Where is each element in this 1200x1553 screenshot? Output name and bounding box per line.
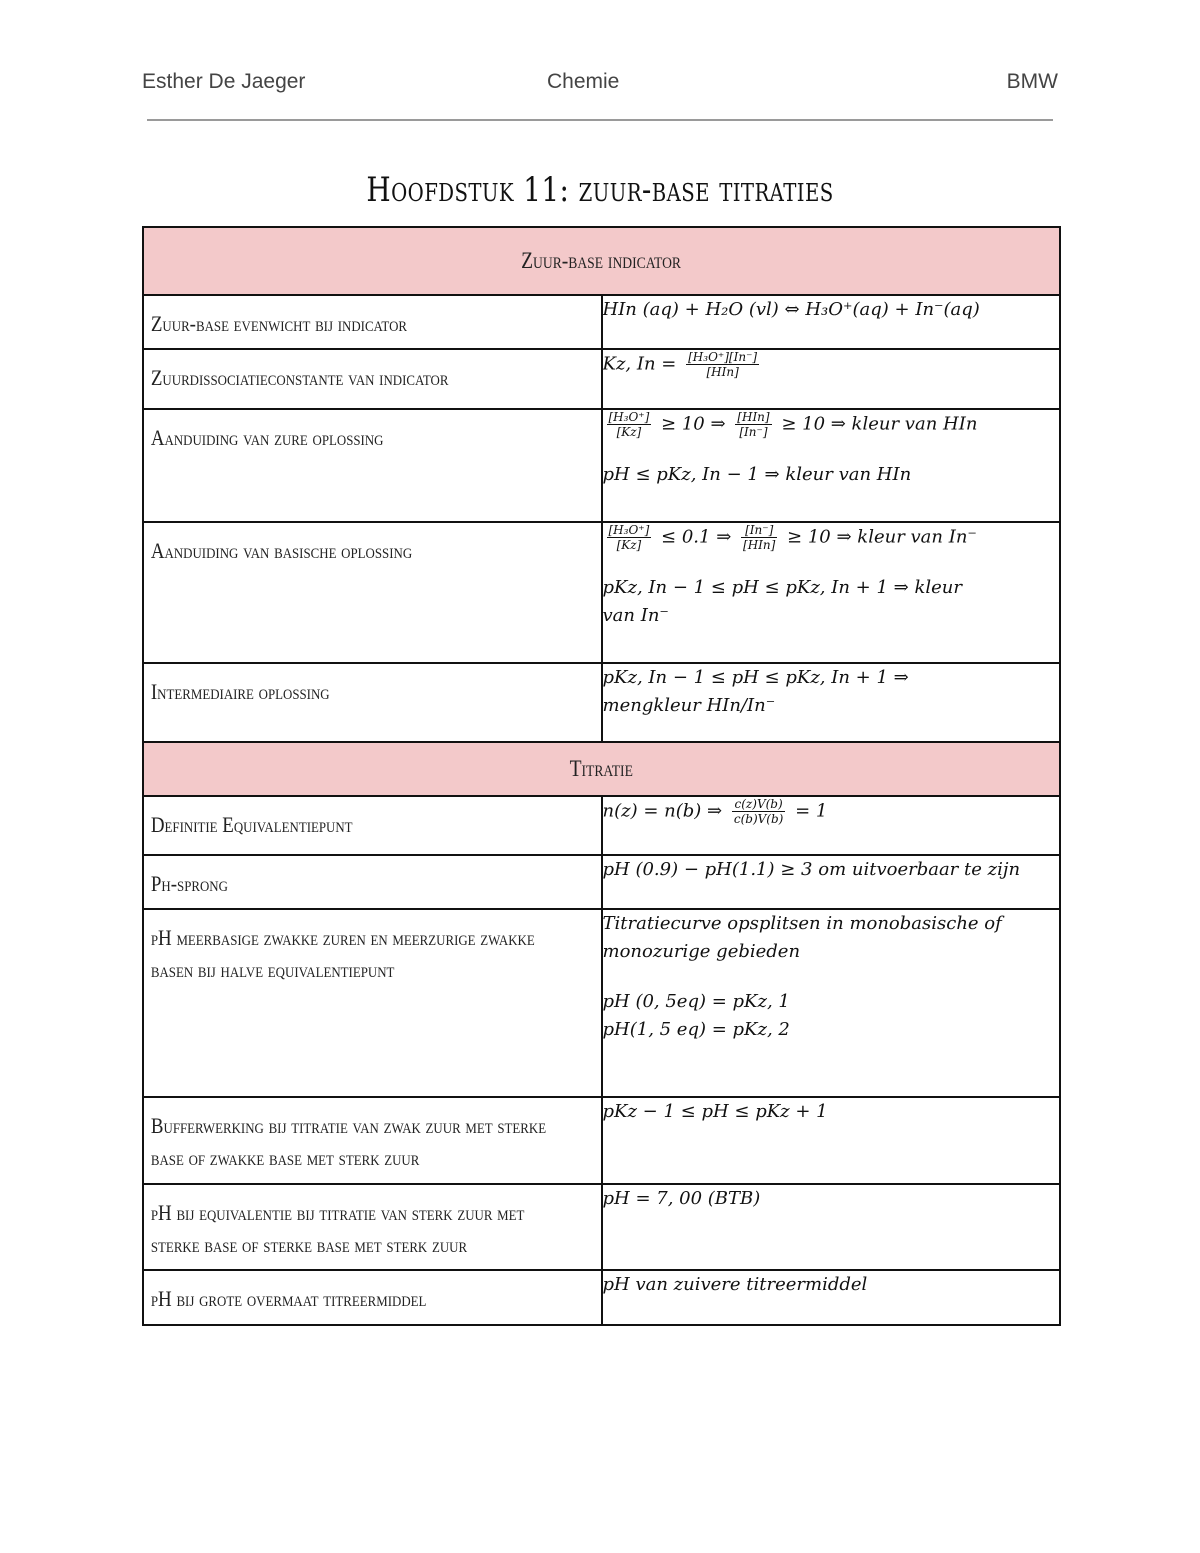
row-label: pH bij grote overmaat titreermiddel (143, 1270, 602, 1325)
row-label: Aanduiding van zure oplossing (143, 409, 602, 522)
equation: $\frac{\text{[H₃O⁺]}}{[Kz]}$ ≤ 0.1 ⇒ $\frac{[In^-]}{\text{[HIn]}}$ ≥ 10 ⇒ kleur van In⁻ (608, 523, 977, 552)
fraction: $\frac{\text{[H₃O⁺]}}{[Kz]}$ (608, 523, 650, 552)
row-label: Intermediaire oplossing (143, 663, 602, 742)
fraction: $\frac{\text{[H₃O⁺][In⁻]}}{\text{[HIn]}}$ (688, 350, 758, 379)
row-value (602, 1097, 1061, 1184)
table-row (143, 295, 1060, 349)
header-author: Esther De Jaeger (142, 70, 306, 93)
section-indicator: Zuur-base indicator (143, 227, 1060, 295)
equation: pH (0, 5eq) = pKz, 1 (602, 991, 790, 1012)
row-label: Definitie Equivalentiepunt (143, 796, 602, 855)
row-value (602, 909, 1061, 1097)
equation: pH(1, 5 eq) = pKz, 2 (602, 1019, 790, 1040)
equation: pH ≤ pKz, In − 1 ⇒ kleur van HIn (602, 464, 912, 485)
section-titratie: Titratie (143, 742, 1060, 796)
row-value (602, 855, 1061, 909)
row-value (602, 409, 1061, 522)
equation: n(z) = n(b) ⇒ $\frac{c(z)V(b)}{c(b)V(b)}$ = 1 (602, 797, 828, 826)
table-row (143, 1184, 1060, 1270)
row-value (602, 663, 1061, 742)
equation: mengkleur HIn/In⁻ (602, 695, 776, 716)
row-value (602, 1184, 1061, 1270)
row-value (602, 295, 1061, 349)
summary-table (142, 226, 1061, 1326)
page-header (142, 70, 1060, 100)
table-row (143, 409, 1060, 522)
equation: Kz, In = $\frac{\text{[H₃O⁺][In⁻]}}{\text{[HIn]}}$ (602, 350, 758, 379)
row-label: Zuurdissociatieconstante van indicator (143, 349, 602, 409)
equation: $\frac{\text{[H₃O⁺]}}{[Kz]}$ ≥ 10 ⇒ $\frac{\text{[HIn]}}{[In^-]}$ ≥ 10 ⇒ kleur van HIn (608, 410, 978, 439)
equation: pKz − 1 ≤ pH ≤ pKz + 1 (602, 1101, 828, 1122)
table-row (143, 1270, 1060, 1325)
row-label: pH meerbasige zwakke zuren en meerzurige zwakke basen bij halve equivalentiepunt (143, 909, 602, 1097)
row-value (602, 349, 1061, 409)
equation: pKz, In − 1 ≤ pH ≤ pKz, In + 1 ⇒ kleur (602, 577, 962, 598)
equation: van In⁻ (602, 605, 669, 626)
fraction: $\frac{c(z)V(b)}{c(b)V(b)}$ (733, 797, 784, 826)
row-value (602, 522, 1061, 663)
text: Titratiecurve opsplitsen in monobasische of (602, 913, 1002, 934)
row-value (602, 1270, 1061, 1325)
text: monozurige gebieden (602, 941, 801, 962)
equation: pKz, In − 1 ≤ pH ≤ pKz, In + 1 ⇒ (602, 667, 909, 688)
table-row (143, 855, 1060, 909)
equation: pH = 7, 00 (BTB) (602, 1188, 761, 1209)
table-row (143, 349, 1060, 409)
fraction: $\frac{\text{[H₃O⁺]}}{[Kz]}$ (608, 410, 650, 439)
equation: HIn (aq) + H₂O (vl) ⇔ H₃O⁺(aq) + In⁻(aq) (602, 299, 980, 320)
header-subject: Chemie (547, 70, 620, 93)
row-label: Aanduiding van basische oplossing (143, 522, 602, 663)
row-value (602, 796, 1061, 855)
fraction: $\frac{\text{[HIn]}}{[In^-]}$ (737, 410, 770, 439)
section-header-row (143, 227, 1060, 295)
table-row (143, 663, 1060, 742)
header-divider (147, 119, 1053, 121)
row-label: Bufferwerking bij titratie van zwak zuur met sterke base of zwakke base met sterk zuur (143, 1097, 602, 1184)
table-row (143, 796, 1060, 855)
page-title: Hoofdstuk 11: zuur-base titraties (366, 170, 834, 210)
equation: pH (0.9) − pH(1.1) ≥ 3 om uitvoerbaar te zijn (602, 859, 1021, 880)
row-label: Zuur-base evenwicht bij indicator (143, 295, 602, 349)
section-header-row (143, 742, 1060, 796)
table-row (143, 1097, 1060, 1184)
header-course: BMW (1006, 70, 1058, 93)
row-label: pH bij equivalentie bij titratie van sterk zuur met sterke base of sterke base met sterk zuur (143, 1184, 602, 1270)
table-row (143, 522, 1060, 663)
fraction: $\frac{[In^-]}{\text{[HIn]}}$ (743, 523, 776, 552)
row-label: Ph-sprong (143, 855, 602, 909)
equation: pH van zuivere titreermiddel (602, 1274, 868, 1295)
table-row (143, 909, 1060, 1097)
